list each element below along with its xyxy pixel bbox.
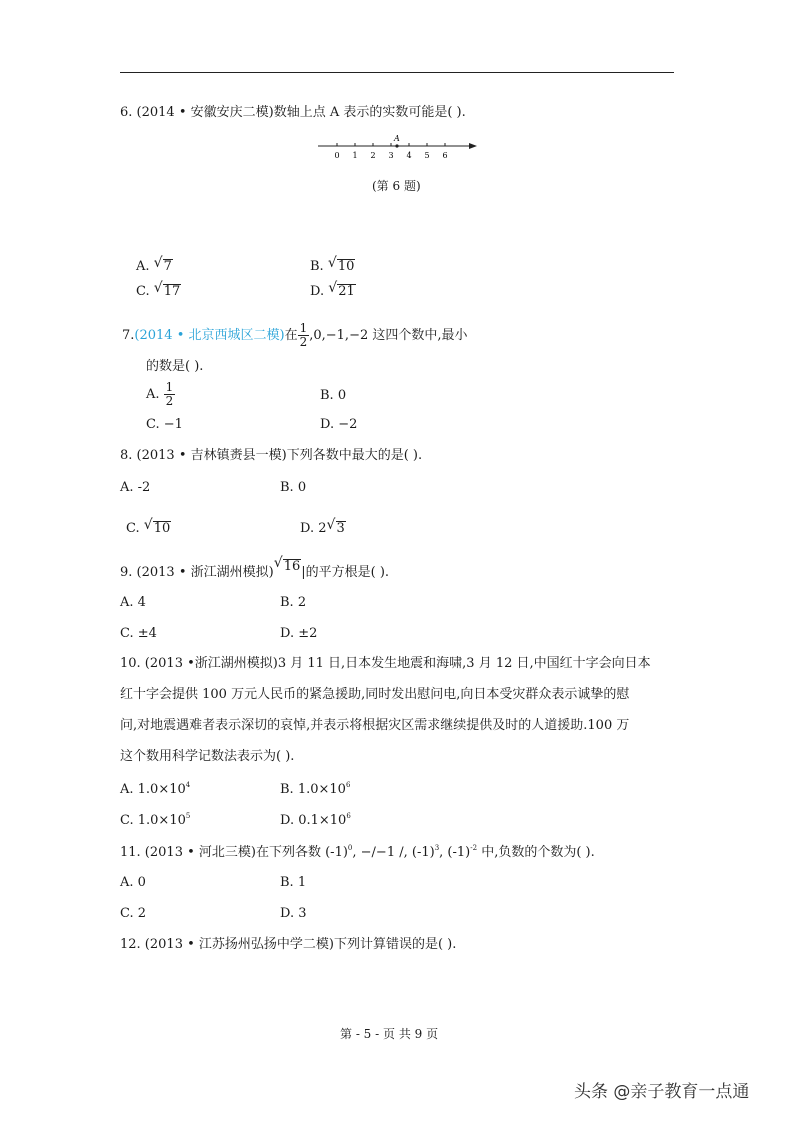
q7-option-c: C. −1 (146, 417, 183, 432)
q8-stem: 8. (2013 • 吉林镇赉县一模)下列各数中最大的是( ). (120, 448, 423, 463)
q6-tick-4: 4 (406, 151, 412, 160)
q6-tick-1: 1 (352, 151, 358, 160)
page-number: 第 - 5 - 页 共 9 页 (340, 1027, 439, 1041)
q7-option-d: D. −2 (320, 417, 358, 432)
q9-stem: 9. (2013 • 浙江湖州模拟) √ 16|的平方根是( ). (120, 555, 390, 580)
q10-line-2: 红十字会提供 100 万元人民币的紧急援助,同时发出慰问电,向日本受灾群众表示诚挚的慰 (120, 687, 630, 702)
q6-option-c: C. √ 17 (136, 280, 181, 299)
q10-option-c: C. $1.0\times 10^5$ (120, 812, 191, 828)
q10-option-d: D. $0.1\times 10^6$ (280, 812, 351, 828)
q6-option-d: D. √ 21 (310, 280, 355, 299)
q9-option-a: A. 4 (120, 595, 146, 610)
q7-stem-line2: 的数是( ). (146, 359, 204, 374)
q10-line-1: 10. (2013 •浙江湖州模拟)3 月 11 日,日本发生地震和海啸,3 月 12 日,中国红十字会向日本 (120, 656, 651, 671)
q10-line-3: 问,对地震遇难者表示深切的哀悼,并表示将根据灾区需求继续提供及时的人道援助.100 万 (120, 718, 630, 733)
q10-line-4: 这个数用科学记数法表示为( ). (120, 749, 295, 764)
q11-option-c: C. 2 (120, 906, 147, 921)
q7-fraction: $\frac{1}{2}$ (299, 321, 308, 350)
q11-option-b: B. 1 (280, 875, 307, 890)
q6-tick-2: 2 (370, 151, 376, 160)
q9-option-d: D. ±2 (280, 626, 318, 641)
q6-option-a: A. √ 7 (136, 255, 172, 274)
q7-stem: 7.(2014 • 北京西城区二模)在 $\frac{1}{2}$ ,0,−1,−2 这四个数中,最小 (122, 321, 468, 350)
q8-option-a: A. -2 (120, 480, 151, 495)
q8-option-c: C. √ 10 (126, 517, 171, 536)
q12-stem: 12. (2013 • 江苏扬州弘扬中学二模)下列计算错误的是( ). (120, 937, 457, 952)
q9-option-b: B. 2 (280, 595, 307, 610)
q6-stem: 6. (2014 • 安徽安庆二模)数轴上点 A 表示的实数可能是( ). (120, 105, 466, 120)
q7-option-a: A. $\frac{1}{2}$ (146, 380, 174, 409)
q6-number-line (315, 132, 480, 164)
q11-stem: 11. (2013 • 河北三模)在下列各数 $(-1)^0$, −/−1 /, $(-1)^3$, $(-1)^{-2}$ 中,负数的个数为( ). (120, 844, 595, 860)
q6-tick-3: 3 (388, 151, 394, 160)
watermark: 头条 @亲子教育一点通 (574, 1082, 750, 1102)
q6-option-b: B. √ 10 (310, 255, 355, 274)
q6-tick-6: 6 (442, 151, 448, 160)
q6-caption: (第 6 题) (372, 179, 421, 193)
q8-option-d: D. 2 √ 3 (300, 517, 345, 536)
q11-option-d: D. 3 (280, 906, 307, 921)
q6-point-a (395, 144, 398, 147)
q10-option-a: A. $1.0\times 10^4$ (120, 781, 191, 797)
q10-option-b: B. $1.0\times 10^6$ (280, 781, 351, 797)
header-rule (120, 72, 674, 73)
q6-point-label: A (394, 134, 400, 143)
q7-source: (2014 • 北京西城区二模) (134, 328, 285, 344)
q11-option-a: A. 0 (120, 875, 146, 890)
q8-option-b: B. 0 (280, 480, 307, 495)
q9-option-c: C. ±4 (120, 626, 157, 641)
q6-tick-0: 0 (334, 151, 340, 160)
q7-option-b: B. 0 (320, 388, 347, 403)
q6-tick-5: 5 (424, 151, 430, 160)
